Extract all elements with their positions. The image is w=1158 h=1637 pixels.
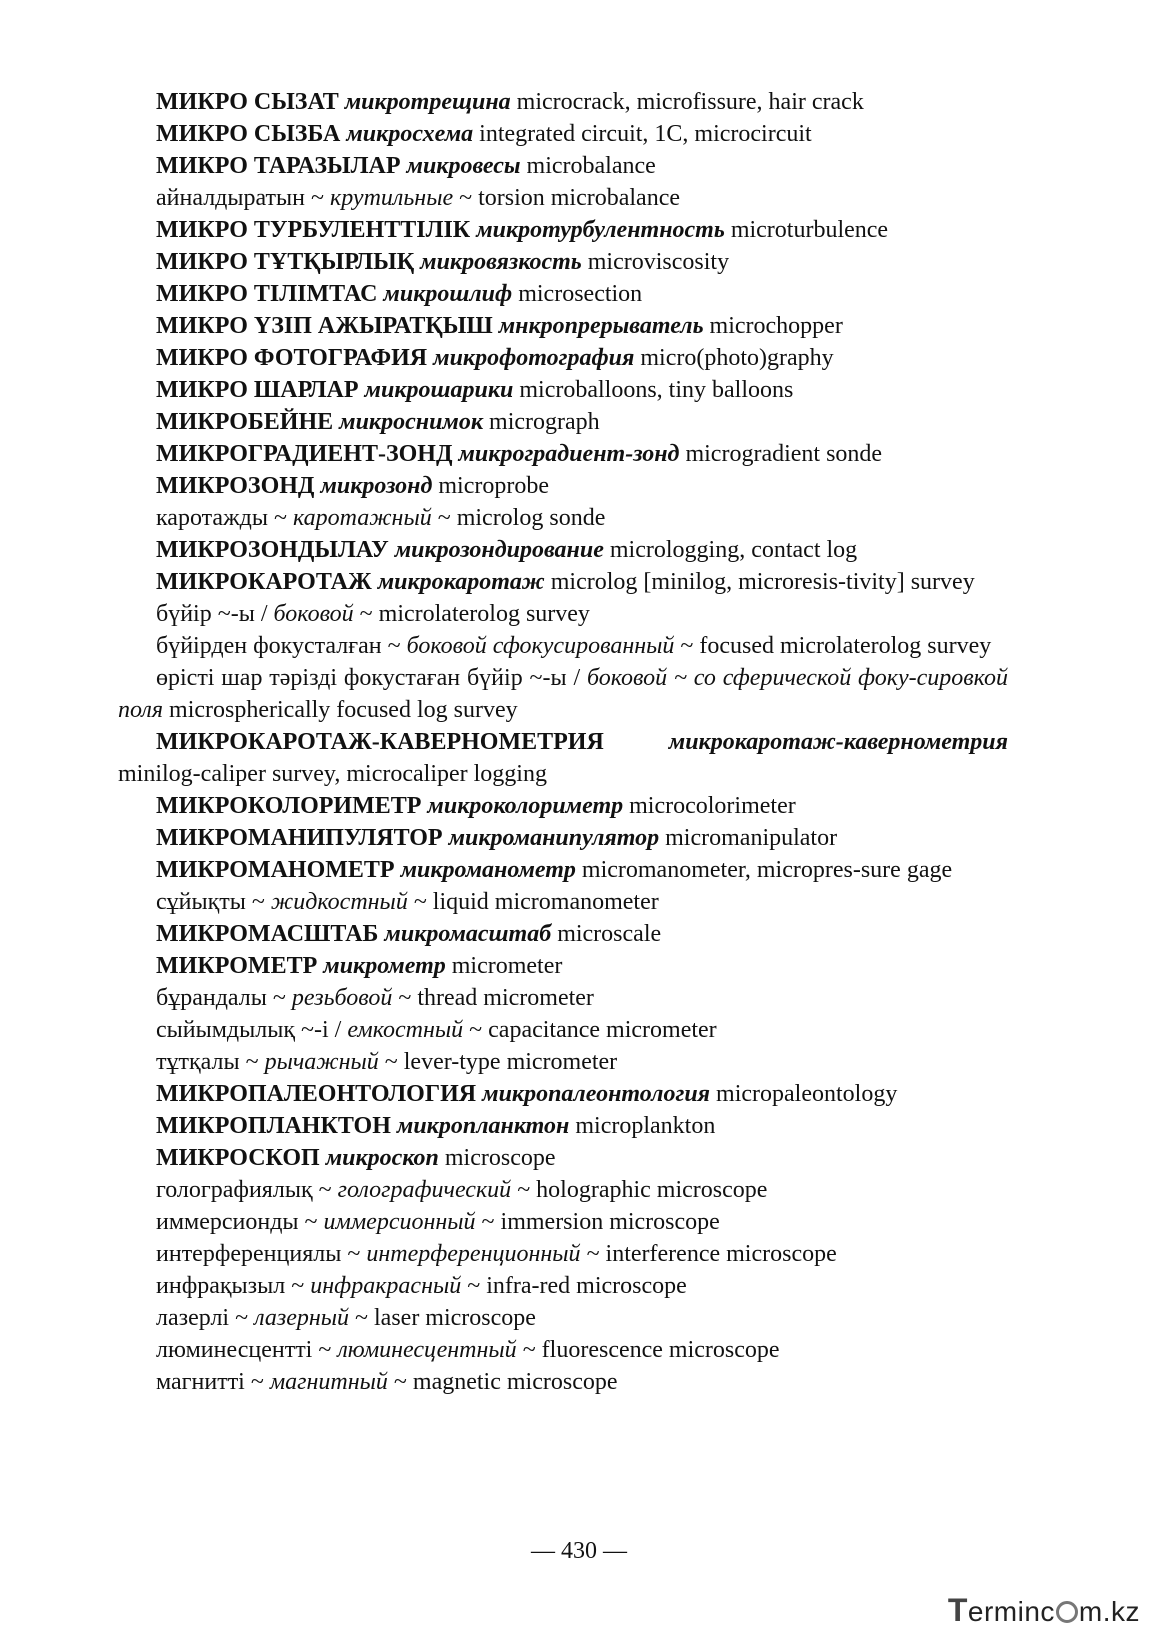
english-term: micrometer [451,953,563,979]
english-term: ~ lever-type micrometer [384,1049,618,1075]
english-term: microbalance [526,153,656,179]
kazakh-term: айналдыратын ~ [156,185,324,211]
kazakh-term: люминесцентті ~ [156,1337,332,1363]
logo-text-start: erminc [967,1596,1055,1627]
logo-text-end: m.kz [1078,1596,1140,1627]
kazakh-term: МИКРОКОЛОРИМЕТР [156,793,422,819]
russian-term: микрокаротаж [377,569,545,595]
kazakh-term: МИКРО ШАРЛАР [156,377,359,403]
russian-term: микроколориметр [427,793,624,819]
kazakh-term: МИКРО ТУРБУЛЕНТТІЛІК [156,217,471,243]
english-term: micromanometer, micropres-sure gage [581,857,953,883]
english-term: ~ liquid micromanometer [413,889,659,915]
russian-term: резьбовой [291,985,393,1011]
russian-term: боковой сфокусированный [406,633,675,659]
headword-entry [118,790,1008,822]
kazakh-term: МИКРОМАНИПУЛЯТОР [156,825,443,851]
headword-entry [118,1110,1008,1142]
russian-term: жидкостный [270,889,408,915]
kazakh-term: иммерсионды ~ [156,1209,318,1235]
headword-entry [118,406,1008,438]
english-term: ~ holographic microscope [517,1177,768,1203]
headword-entry [118,534,1008,566]
russian-term: боковой ~ со сферической фоку-сировкой поля [118,665,1008,723]
russian-term: микросхема [346,121,474,147]
kazakh-term: сұйықты ~ [156,889,265,915]
sub-entry [118,982,1008,1014]
english-term: ~ fluorescence microscope [522,1337,780,1363]
headword-entry [118,342,1008,374]
russian-term: микрофотография [433,345,635,371]
russian-term: микроскоп [325,1145,439,1171]
headword-entry [118,86,1008,118]
english-term: micropaleontology [716,1081,898,1107]
headword-entry [118,726,1008,790]
kazakh-term: МИКРО СЫЗАТ [156,89,339,115]
russian-term: микровязкость [420,249,582,275]
kazakh-term: МИКРО ТАРАЗЫЛАР [156,153,401,179]
russian-term: микроградиент-зонд [458,441,680,467]
kazakh-term: МИКРОЗОНД [156,473,315,499]
russian-term: микромасштаб [384,921,552,947]
kazakh-term: МИКРО СЫЗБА [156,121,341,147]
kazakh-term: тұтқалы ~ [156,1049,259,1075]
sub-entry [118,1270,1008,1302]
sub-entry [118,182,1008,214]
english-term: microsection [518,281,643,307]
kazakh-term: МИКРОПЛАНКТОН [156,1113,391,1139]
sub-entry [118,598,1008,630]
russian-term: иммерсионный [323,1209,476,1235]
english-term: microviscosity [587,249,730,275]
headword-entry [118,150,1008,182]
kazakh-term: МИКРОСКОП [156,1145,320,1171]
headword-entry [118,1142,1008,1174]
sub-entry [118,1366,1008,1398]
sub-entry [118,1302,1008,1334]
sub-entry [118,1014,1008,1046]
sub-entry [118,1334,1008,1366]
russian-term: голографический [337,1177,512,1203]
english-term: ~ thread micrometer [398,985,594,1011]
english-term: ~ infra-red microscope [467,1273,687,1299]
kazakh-term: МИКРОГРАДИЕНТ-ЗОНД [156,441,453,467]
russian-term: микропалеонтология [482,1081,711,1107]
english-term: ~ focused microlaterolog survey [680,633,992,659]
english-term: ~ microlaterolog survey [359,601,590,627]
dictionary-entries [118,86,1008,1398]
english-term: micro(photo)graphy [640,345,834,371]
kazakh-term: бұрандалы ~ [156,985,286,1011]
kazakh-term: МИКРОМАСШТАБ [156,921,379,947]
kazakh-term: каротажды ~ [156,505,287,531]
sub-entry [118,886,1008,918]
english-term: integrated circuit, 1C, microcircuit [479,121,812,147]
russian-term: крутильные [330,185,454,211]
kazakh-term: МИКРО ТҰТҚЫРЛЫҚ [156,249,415,275]
english-term: microcrack, microfissure, hair crack [516,89,864,115]
russian-term: каротажный [292,505,432,531]
english-term: ~ capacitance micrometer [469,1017,717,1043]
english-term: ~ torsion microbalance [459,185,681,211]
kazakh-term: бүйірден фокусталған ~ [156,633,401,659]
russian-term: микроманометр [400,857,576,883]
english-term: microballoons, tiny balloons [519,377,794,403]
sub-entry [118,502,1008,534]
russian-term: микрозонд [320,473,433,499]
kazakh-term: МИКРОПАЛЕОНТОЛОГИЯ [156,1081,477,1107]
english-term: microspherically focused log survey [169,697,518,723]
sub-entry [118,662,1008,726]
english-term: minilog-caliper survey, microcaliper logging [118,761,547,787]
headword-entry [118,470,1008,502]
english-term: ~ microlog sonde [437,505,606,531]
kazakh-term: өрісті шар тәрізді фокустаған бүйір ~-ы / [156,665,581,691]
kazakh-term: МИКРОБЕЙНЕ [156,409,334,435]
kazakh-term: голографиялық ~ [156,1177,332,1203]
kazakh-term: МИКРОКАРОТАЖ-КАВЕРНОМЕТРИЯ [156,729,604,755]
english-term: microscope [444,1145,556,1171]
russian-term: микротрещина [344,89,511,115]
russian-term: мнкропрерыватель [498,313,704,339]
russian-term: боковой [273,601,354,627]
english-term: ~ immersion microscope [481,1209,720,1235]
kazakh-term: МИКРОМАНОМЕТР [156,857,395,883]
kazakh-term: лазерлі ~ [156,1305,249,1331]
kazakh-term: сыйымдылық ~-і / [156,1017,342,1043]
english-term: micrograph [489,409,600,435]
headword-entry [118,822,1008,854]
kazakh-term: МИКРО ФОТОГРАФИЯ [156,345,428,371]
kazakh-term: МИКРОМЕТР [156,953,318,979]
english-term: microprobe [438,473,549,499]
kazakh-term: МИКРО ТІЛІМТАС [156,281,378,307]
english-term: micrologging, contact log [609,537,858,563]
kazakh-term: инфрақызыл ~ [156,1273,305,1299]
english-term: ~ interference microscope [586,1241,837,1267]
sub-entry [118,1238,1008,1270]
russian-term: лазерный [254,1305,350,1331]
russian-term: микротурбулентность [476,217,725,243]
kazakh-term: МИКРОЗОНДЫЛАУ [156,537,389,563]
headword-entry [118,566,1008,598]
english-term: microscale [557,921,662,947]
kazakh-term: бүйір ~-ы / [156,601,268,627]
russian-term: микрошарики [364,377,514,403]
russian-term: микрозондирование [394,537,604,563]
headword-entry [118,310,1008,342]
russian-term: микрокаротаж-кавернометрия [668,729,1008,755]
russian-term: микроснимок [339,409,484,435]
sub-entry [118,1046,1008,1078]
english-term: microplankton [575,1113,716,1139]
headword-entry [118,118,1008,150]
russian-term: рычажный [264,1049,379,1075]
english-term: ~ magnetic microscope [393,1369,618,1395]
headword-entry [118,918,1008,950]
russian-term: магнитный [269,1369,388,1395]
headword-entry [118,214,1008,246]
russian-term: инфракрасный [310,1273,462,1299]
headword-entry [118,246,1008,278]
sub-entry [118,630,1008,662]
headword-entry [118,278,1008,310]
english-term: microturbulence [730,217,889,243]
sub-entry [118,1206,1008,1238]
magnifier-icon [1056,1601,1078,1623]
english-term: microcolorimeter [629,793,796,819]
headword-entry [118,1078,1008,1110]
headword-entry [118,438,1008,470]
kazakh-term: МИКРОКАРОТАЖ [156,569,372,595]
kazakh-term: интерференциялы ~ [156,1241,361,1267]
kazakh-term: магнитті ~ [156,1369,264,1395]
english-term: microgradient sonde [685,441,883,467]
russian-term: микрошлиф [383,281,513,307]
russian-term: микроманипулятор [448,825,660,851]
russian-term: емкостный [347,1017,464,1043]
page-number: — 430 — [531,1538,627,1564]
logo-letter-t: T [947,1592,968,1628]
english-term: ~ laser microscope [355,1305,536,1331]
headword-entry [118,374,1008,406]
russian-term: интерференционный [366,1241,581,1267]
russian-term: микрометр [323,953,446,979]
headword-entry [118,854,1008,886]
russian-term: микровесы [406,153,521,179]
kazakh-term: МИКРО ҮЗІП АЖЫРАТҚЫШ [156,313,493,339]
english-term: microlog [minilog, microresis-tivity] survey [550,569,975,595]
english-term: micromanipulator [665,825,838,851]
sub-entry [118,1174,1008,1206]
headword-entry [118,950,1008,982]
termincom-logo [948,1592,1140,1629]
russian-term: микропланктон [396,1113,570,1139]
russian-term: люминесцентный [337,1337,517,1363]
english-term: microchopper [709,313,843,339]
